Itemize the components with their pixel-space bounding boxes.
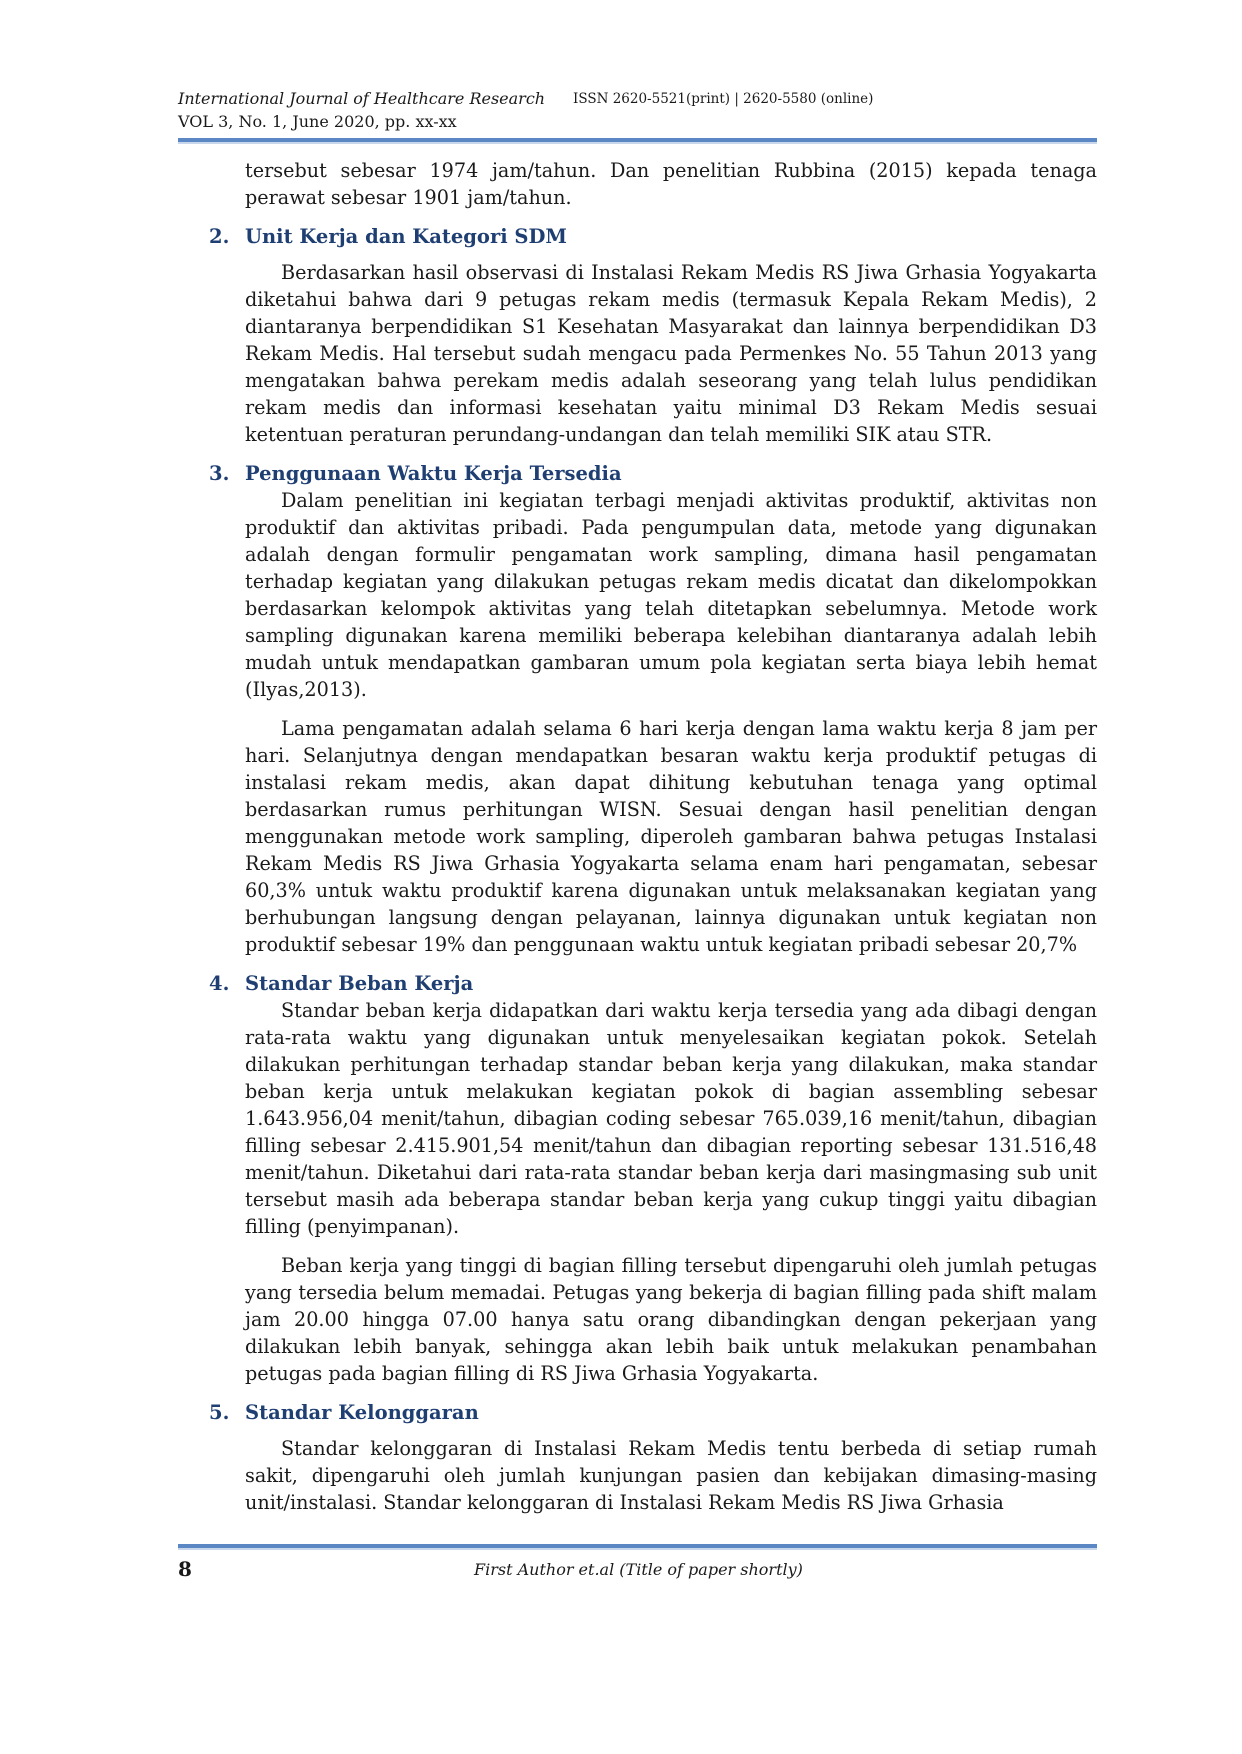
paragraph: Standar kelonggaran di Instalasi Rekam Medis tentu berbeda di setiap rumah sakit, dipengaruhi oleh jumlah kunjungan pasien dan kebijakan dimasing-masing unit/instalasi. Standar kelonggaran di Instalasi Rekam Medis RS Jiwa Grhasia [245,1437,1097,1514]
paragraph: Berdasarkan hasil observasi di Instalasi Rekam Medis RS Jiwa Grhasia Yogyakarta diketahui bahwa dari 9 petugas rekam medis (termasuk Kepala Rekam Medis), 2 diantaranya berpendidikan S1 Kesehatan Masyarakat dan lainnya berpendidikan D3 Rekam Medis. Hal tersebut sudah mengacu pada Permenkes No. 55 Tahun 2013 yang mengatakan bahwa perekam medis adalah seseorang yang telah lulus pendidikan rekam medis dan informasi kesehatan yaitu minimal D3 Rekam Medis sesuai ketentuan peraturan perundang-undangan dan telah memiliki SIK atau STR. [245,261,1097,446]
intro-paragraph: tersebut sebesar 1974 jam/tahun. Dan penelitian Rubbina (2015) kepada tenaga perawat sebesar 1901 jam/tahun. [245,159,1097,209]
journal-title: International Journal of Healthcare Research [178,89,546,108]
section-number: 4. [209,972,230,995]
volume-line: VOL 3, No. 1, June 2020, pp. xx-xx [178,112,457,131]
page-body [178,157,1097,1516]
section-title: Standar Beban Kerja [245,972,474,995]
running-footer: First Author et.al (Title of paper shortly) [474,1560,803,1579]
page-number: 8 [178,1557,192,1581]
section-number: 2. [209,225,230,248]
paragraph: Dalam penelitian ini kegiatan terbagi menjadi aktivitas produktif, aktivitas non produktif dan aktivitas pribadi. Pada pengumpulan data, metode yang digunakan adalah dengan formulir pengamatan work sampling, dimana hasil pengamatan terhadap kegiatan yang dilakukan petugas rekam medis dicatat dan dikelompokkan berdasarkan kelompok aktivitas yang telah ditetapkan sebelumnya. Metode work sampling digunakan karena memiliki beberapa kelebihan diantaranya adalah lebih mudah untuk mendapatkan gambaran umum pola kegiatan serta biaya lebih hemat (Ilyas,2013). [245,489,1097,701]
section-heading-2 [178,223,1097,250]
paragraph: Beban kerja yang tinggi di bagian filling tersebut dipengaruhi oleh jumlah petugas yang tersedia belum memadai. Petugas yang bekerja di bagian filling pada shift malam jam 20.00 hingga 07.00 hanya satu orang dibandingkan dengan pekerjaan yang dilakukan lebih banyak, sehingga akan lebih baik untuk melakukan penambahan petugas pada bagian filling di RS Jiwa Grhasia Yogyakarta. [245,1254,1097,1385]
section-title: Standar Kelonggaran [245,1401,479,1424]
section-number: 3. [209,462,230,485]
section-number: 5. [209,1401,230,1424]
footer-rule [178,1544,1097,1550]
section-heading-4 [178,970,1097,997]
section-title: Unit Kerja dan Kategori SDM [245,225,567,248]
section-title: Penggunaan Waktu Kerja Tersedia [245,462,622,485]
header-rule [178,138,1097,144]
section-heading-5 [178,1399,1097,1426]
issn-line: ISSN 2620-5521(print) | 2620-5580 (online) [573,91,874,107]
paragraph: Lama pengamatan adalah selama 6 hari kerja dengan lama waktu kerja 8 jam per hari. Selanjutnya dengan mendapatkan besaran waktu kerja produktif petugas di instalasi rekam medis, akan dapat dihitung kebutuhan tenaga yang optimal berdasarkan rumus perhitungan WISN. Sesuai dengan hasil penelitian dengan menggunakan metode work sampling, diperoleh gambaran bahwa petugas Instalasi Rekam Medis RS Jiwa Grhasia Yogyakarta selama enam hari pengamatan, sebesar 60,3% untuk waktu produktif karena digunakan untuk melaksanakan kegiatan yang berhubungan langsung dengan pelayanan, lainnya digunakan untuk kegiatan non produktif sebesar 19% dan penggunaan waktu untuk kegiatan pribadi sebesar 20,7% [245,717,1097,956]
paragraph: Standar beban kerja didapatkan dari waktu kerja tersedia yang ada dibagi dengan rata-rata waktu yang digunakan untuk menyelesaikan kegiatan pokok. Setelah dilakukan perhitungan terhadap standar beban kerja yang dilakukan, maka standar beban kerja untuk melakukan kegiatan pokok di bagian assembling sebesar 1.643.956,04 menit/tahun, dibagian coding sebesar 765.039,16 menit/tahun, dibagian filling sebesar 2.415.901,54 menit/tahun dan dibagian reporting sebesar 131.516,48 menit/tahun. Diketahui dari rata-rata standar beban kerja dari masingmasing sub unit tersebut masih ada beberapa standar beban kerja yang cukup tinggi yaitu dibagian filling (penyimpanan). [245,999,1097,1238]
section-heading-3 [178,460,1097,487]
